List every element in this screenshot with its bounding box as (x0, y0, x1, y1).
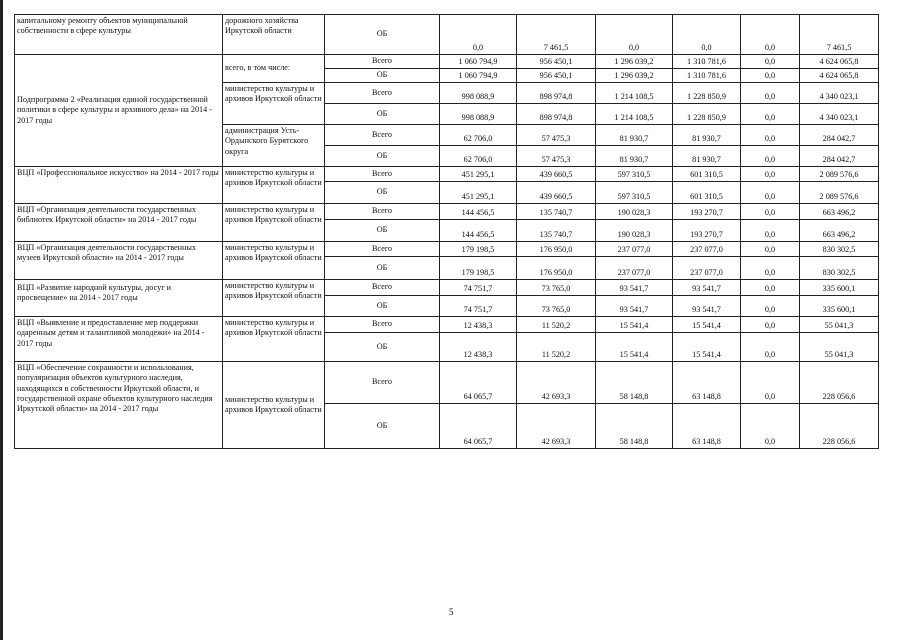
program-cell: ВЦП «Обеспечение сохранности и использования, популяризация объектов культурного наследия, находящихся в собственности Иркутской области, и государственной охране объектов культурного наследия Иркутской области» на 2014 - 2017 годы (15, 362, 223, 449)
value-cell: 451 295,1 (440, 182, 517, 204)
funding-source-cell: Всего (325, 362, 440, 404)
value-cell: 55 041,3 (800, 317, 879, 333)
value-cell: 190 028,3 (596, 220, 673, 242)
value-cell: 15 541,4 (596, 333, 673, 362)
value-cell: 237 077,0 (673, 257, 741, 280)
value-cell: 135 740,7 (517, 220, 596, 242)
value-cell: 830 302,5 (800, 257, 879, 280)
value-cell: 179 198,5 (440, 242, 517, 257)
executor-cell: министерство культуры и архивов Иркутской области (223, 167, 325, 204)
value-cell: 73 765,0 (517, 280, 596, 296)
program-cell: ВЦП «Выявление и предоставление мер поддержки одаренным детям и талантливой молодежи» на 2014 - 2017 годы (15, 317, 223, 362)
scan-edge-shadow (0, 0, 3, 640)
value-cell: 597 310,5 (596, 167, 673, 182)
value-cell: 74 751,7 (440, 296, 517, 317)
value-cell: 58 148,8 (596, 362, 673, 404)
executor-cell: министерство культуры и архивов Иркутской области (223, 242, 325, 280)
funding-source-cell: ОБ (325, 333, 440, 362)
value-cell: 176 950,0 (517, 242, 596, 257)
value-cell: 601 310,5 (673, 182, 741, 204)
funding-source-cell: Всего (325, 317, 440, 333)
value-cell: 1 060 794,9 (440, 69, 517, 83)
value-cell: 663 496,2 (800, 220, 879, 242)
value-cell: 0,0 (741, 317, 800, 333)
executor-cell: министерство культуры и архивов Иркутской области (223, 280, 325, 317)
value-cell: 2 089 576,6 (800, 182, 879, 204)
funding-source-cell: Всего (325, 167, 440, 182)
value-cell: 237 077,0 (596, 242, 673, 257)
value-cell: 12 438,3 (440, 333, 517, 362)
value-cell: 144 456,5 (440, 204, 517, 220)
value-cell: 898 974,8 (517, 104, 596, 125)
value-cell: 4 624 065,8 (800, 55, 879, 69)
value-cell: 135 740,7 (517, 204, 596, 220)
value-cell: 0,0 (741, 362, 800, 404)
value-cell: 0,0 (741, 69, 800, 83)
value-cell: 284 042,7 (800, 146, 879, 167)
value-cell: 93 541,7 (596, 280, 673, 296)
value-cell: 42 693,3 (517, 404, 596, 449)
value-cell: 998 088,9 (440, 104, 517, 125)
value-cell: 0,0 (741, 204, 800, 220)
value-cell: 335 600,1 (800, 280, 879, 296)
executor-cell: министерство культуры и архивов Иркутской области (223, 362, 325, 449)
program-cell: ВЦП «Профессиональное искусство» на 2014 - 2017 годы (15, 167, 223, 204)
value-cell: 237 077,0 (596, 257, 673, 280)
value-cell: 0,0 (741, 220, 800, 242)
table-row (15, 15, 879, 55)
value-cell: 663 496,2 (800, 204, 879, 220)
funding-source-cell: ОБ (325, 69, 440, 83)
value-cell: 228 056,6 (800, 362, 879, 404)
value-cell: 63 148,8 (673, 362, 741, 404)
value-cell: 64 065,7 (440, 404, 517, 449)
value-cell: 73 765,0 (517, 296, 596, 317)
value-cell: 62 706,0 (440, 146, 517, 167)
value-cell: 1 060 794,9 (440, 55, 517, 69)
value-cell: 601 310,5 (673, 167, 741, 182)
table-row (15, 280, 879, 296)
value-cell: 1 310 781,6 (673, 55, 741, 69)
value-cell: 15 541,4 (596, 317, 673, 333)
value-cell: 176 950,0 (517, 257, 596, 280)
value-cell: 0,0 (741, 280, 800, 296)
value-cell: 179 198,5 (440, 257, 517, 280)
value-cell: 998 088,9 (440, 83, 517, 104)
value-cell: 4 340 023,1 (800, 83, 879, 104)
funding-source-cell: Всего (325, 55, 440, 69)
value-cell: 0,0 (741, 104, 800, 125)
value-cell: 0,0 (741, 404, 800, 449)
value-cell: 956 450,1 (517, 69, 596, 83)
table-row (15, 362, 879, 404)
value-cell: 11 520,2 (517, 317, 596, 333)
page-number: 5 (449, 607, 454, 617)
executor-cell: министерство культуры и архивов Иркутской области (223, 83, 325, 125)
value-cell: 0,0 (741, 55, 800, 69)
value-cell: 1 310 781,6 (673, 69, 741, 83)
value-cell: 57 475,3 (517, 146, 596, 167)
value-cell: 830 302,5 (800, 242, 879, 257)
value-cell: 0,0 (440, 15, 517, 55)
value-cell: 57 475,3 (517, 125, 596, 146)
value-cell: 81 930,7 (673, 125, 741, 146)
funding-source-cell: ОБ (325, 257, 440, 280)
value-cell: 228 056,6 (800, 404, 879, 449)
funding-source-cell: ОБ (325, 182, 440, 204)
value-cell: 0,0 (741, 167, 800, 182)
funding-source-cell: ОБ (325, 146, 440, 167)
value-cell: 1 296 039,2 (596, 55, 673, 69)
value-cell: 58 148,8 (596, 404, 673, 449)
funding-source-cell: Всего (325, 83, 440, 104)
executor-cell: министерство культуры и архивов Иркутской области (223, 317, 325, 362)
value-cell: 0,0 (741, 257, 800, 280)
value-cell: 190 028,3 (596, 204, 673, 220)
funding-source-cell: Всего (325, 204, 440, 220)
value-cell: 0,0 (673, 15, 741, 55)
value-cell: 597 310,5 (596, 182, 673, 204)
executor-cell: министерство культуры и архивов Иркутской области (223, 204, 325, 242)
value-cell: 93 541,7 (673, 280, 741, 296)
value-cell: 956 450,1 (517, 55, 596, 69)
value-cell: 0,0 (741, 182, 800, 204)
value-cell: 1 296 039,2 (596, 69, 673, 83)
value-cell: 193 270,7 (673, 220, 741, 242)
value-cell: 11 520,2 (517, 333, 596, 362)
value-cell: 4 624 065,8 (800, 69, 879, 83)
value-cell: 1 214 108,5 (596, 83, 673, 104)
program-cell: Подпрограмма 2 «Реализация единой государственной политики в сфере культуры и архивного дела» на 2014 - 2017 годы (15, 55, 223, 167)
value-cell: 2 089 576,6 (800, 167, 879, 182)
funding-source-cell: ОБ (325, 404, 440, 449)
value-cell: 0,0 (741, 15, 800, 55)
value-cell: 0,0 (741, 333, 800, 362)
value-cell: 42 693,3 (517, 362, 596, 404)
value-cell: 15 541,4 (673, 333, 741, 362)
value-cell: 74 751,7 (440, 280, 517, 296)
table-row (15, 242, 879, 257)
funding-source-cell: Всего (325, 242, 440, 257)
program-cell: ВЦП «Развитие народной культуры, досуг и просвещение» на 2014 - 2017 годы (15, 280, 223, 317)
executor-cell: всего, в том числе: (223, 55, 325, 83)
value-cell: 439 660,5 (517, 182, 596, 204)
value-cell: 7 461,5 (800, 15, 879, 55)
executor-cell: администрация Усть-Ордынского Бурятского округа (223, 125, 325, 167)
value-cell: 1 228 850,9 (673, 104, 741, 125)
program-cell: ВЦП «Организация деятельности государственных библиотек Иркутской области» на 2014 - 2017 годы (15, 204, 223, 242)
value-cell: 63 148,8 (673, 404, 741, 449)
value-cell: 0,0 (741, 146, 800, 167)
funding-source-cell: ОБ (325, 296, 440, 317)
value-cell: 15 541,4 (673, 317, 741, 333)
table-row (15, 55, 879, 69)
value-cell: 0,0 (741, 296, 800, 317)
program-cell: ВЦП «Организация деятельности государственных музеев Иркутской области» на 2014 - 2017 годы (15, 242, 223, 280)
value-cell: 1 214 108,5 (596, 104, 673, 125)
value-cell: 7 461,5 (517, 15, 596, 55)
value-cell: 0,0 (741, 83, 800, 104)
funding-source-cell: Всего (325, 125, 440, 146)
value-cell: 12 438,3 (440, 317, 517, 333)
value-cell: 451 295,1 (440, 167, 517, 182)
value-cell: 55 041,3 (800, 333, 879, 362)
value-cell: 62 706,0 (440, 125, 517, 146)
funding-source-cell: Всего (325, 280, 440, 296)
value-cell: 439 660,5 (517, 167, 596, 182)
value-cell: 4 340 023,1 (800, 104, 879, 125)
program-cell: капитальному ремонту объектов муниципальной собственности в сфере культуры (15, 15, 223, 55)
value-cell: 237 077,0 (673, 242, 741, 257)
funding-source-cell: ОБ (325, 220, 440, 242)
value-cell: 193 270,7 (673, 204, 741, 220)
value-cell: 284 042,7 (800, 125, 879, 146)
value-cell: 0,0 (741, 125, 800, 146)
value-cell: 81 930,7 (673, 146, 741, 167)
table-row (15, 167, 879, 182)
value-cell: 93 541,7 (596, 296, 673, 317)
value-cell: 81 930,7 (596, 125, 673, 146)
funding-source-cell: ОБ (325, 104, 440, 125)
value-cell: 93 541,7 (673, 296, 741, 317)
table-row (15, 317, 879, 333)
budget-table (14, 14, 879, 449)
table-row (15, 204, 879, 220)
value-cell: 898 974,8 (517, 83, 596, 104)
value-cell: 64 065,7 (440, 362, 517, 404)
value-cell: 0,0 (596, 15, 673, 55)
value-cell: 1 228 850,9 (673, 83, 741, 104)
value-cell: 335 600,1 (800, 296, 879, 317)
value-cell: 0,0 (741, 242, 800, 257)
value-cell: 144 456,5 (440, 220, 517, 242)
funding-source-cell: ОБ (325, 15, 440, 55)
executor-cell: дорожного хозяйства Иркутской области (223, 15, 325, 55)
value-cell: 81 930,7 (596, 146, 673, 167)
